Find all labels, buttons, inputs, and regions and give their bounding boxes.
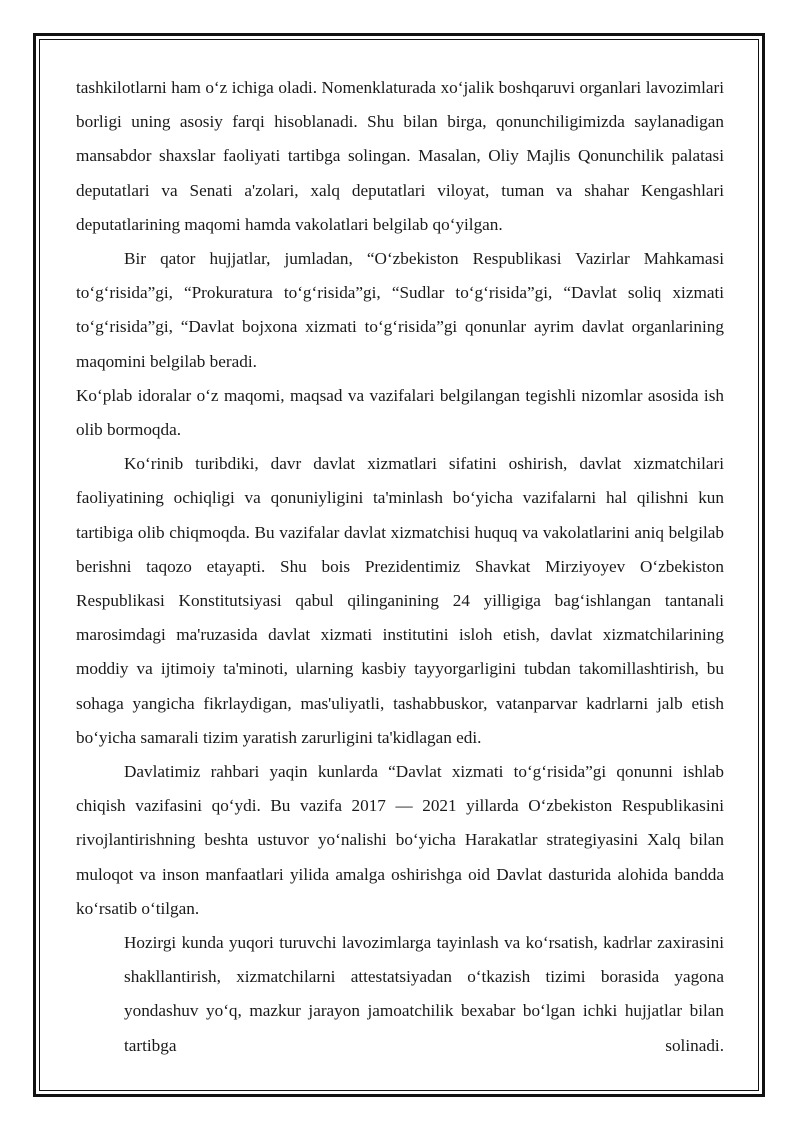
- paragraph-4: Ko‘rinib turibdiki, davr davlat xizmatlari sifatini oshirish, davlat xizmatchilari faoliyatining ochiqligi va qonuniyligini ta'minlash bo‘yicha vazifalarni hal qilishni kun tartibiga olib chiqmoqda. Bu vazifalar davlat xizmatchisi huquq va vakolatlarini aniq belgilab berishni taqozo etayapti. Shu bois Prezidentimiz Shavkat Mirziyoyev O‘zbekiston Respublikasi Konstitutsiyasi qabul qilinganining 24 yilligiga bag‘ishlangan tantanali marosimdagi ma'ruzasida davlat xizmati institutini isloh etish, davlat xizmatchilarining moddiy va ijtimoiy ta'minoti, ularning kasbiy tayyorgarligini tubdan takomillashtirish, bu sohaga yangicha fikrlaydigan, mas'uliyatli, tashabbuskor, vatanparvar kadrlarni jalb etish bo‘yicha samarali tizim yaratish zarurligini ta'kidlagan edi.: [76, 454, 724, 747]
- paragraph-5: Davlatimiz rahbari yaqin kunlarda “Davlat xizmati to‘g‘risida”gi qonunni ishlab chiqish vazifasini qo‘ydi. Bu vazifa 2017 — 2021 yillarda O‘zbekiston Respublikasini rivojlantirishning beshta ustuvor yo‘nalishi bo‘yicha Harakatlar strategiyasini Xalq bilan muloqot va inson manfaatlari yilida amalga oshirishga oid Davlat dasturida alohida bandda ko‘rsatib o‘tilgan.: [76, 762, 724, 918]
- document-body: [76, 71, 724, 1063]
- paragraph-6: Hozirgi kunda yuqori turuvchi lavozimlarga tayinlash va ko‘rsatish, kadrlar zaxirasini shakllantirish, xizmatchilarni attestatsiyadan o‘tkazish tizimi borasida yagona yondashuv yo‘q, mazkur jarayon jamoatchilik bexabar bo‘lgan ichki hujjatlar bilan tartibga solinadi.: [124, 933, 724, 1055]
- paragraph-1: tashkilotlarni ham o‘z ichiga oladi. Nomenklaturada xo‘jalik boshqaruvi organlari lavozimlari borligi uning asosiy farqi hisoblanadi. Shu bilan birga, qonunchiligimizda saylanadigan mansabdor shaxslar faoliyati tartibga solingan. Masalan, Oliy Majlis Qonunchilik palatasi deputatlari va Senati a'zolari, xalq deputatlari viloyat, tuman va shahar Kengashlari deputatlarining maqomi hamda vakolatlari belgilab qo‘yilgan.: [76, 78, 724, 234]
- paragraph-2: Bir qator hujjatlar, jumladan, “O‘zbekiston Respublikasi Vazirlar Mahkamasi to‘g‘risida”gi, “Prokuratura to‘g‘risida”gi, “Sudlar to‘g‘risida”gi, “Davlat soliq xizmati to‘g‘risida”gi, “Davlat bojxona xizmati to‘g‘risida”gi qonunlar ayrim davlat organlarining maqomini belgilab beradi.: [76, 249, 724, 371]
- paragraph-3: Ko‘plab idoralar o‘z maqomi, maqsad va vazifalari belgilangan tegishli nizomlar asosida ish olib bormoqda.: [76, 385, 724, 440]
